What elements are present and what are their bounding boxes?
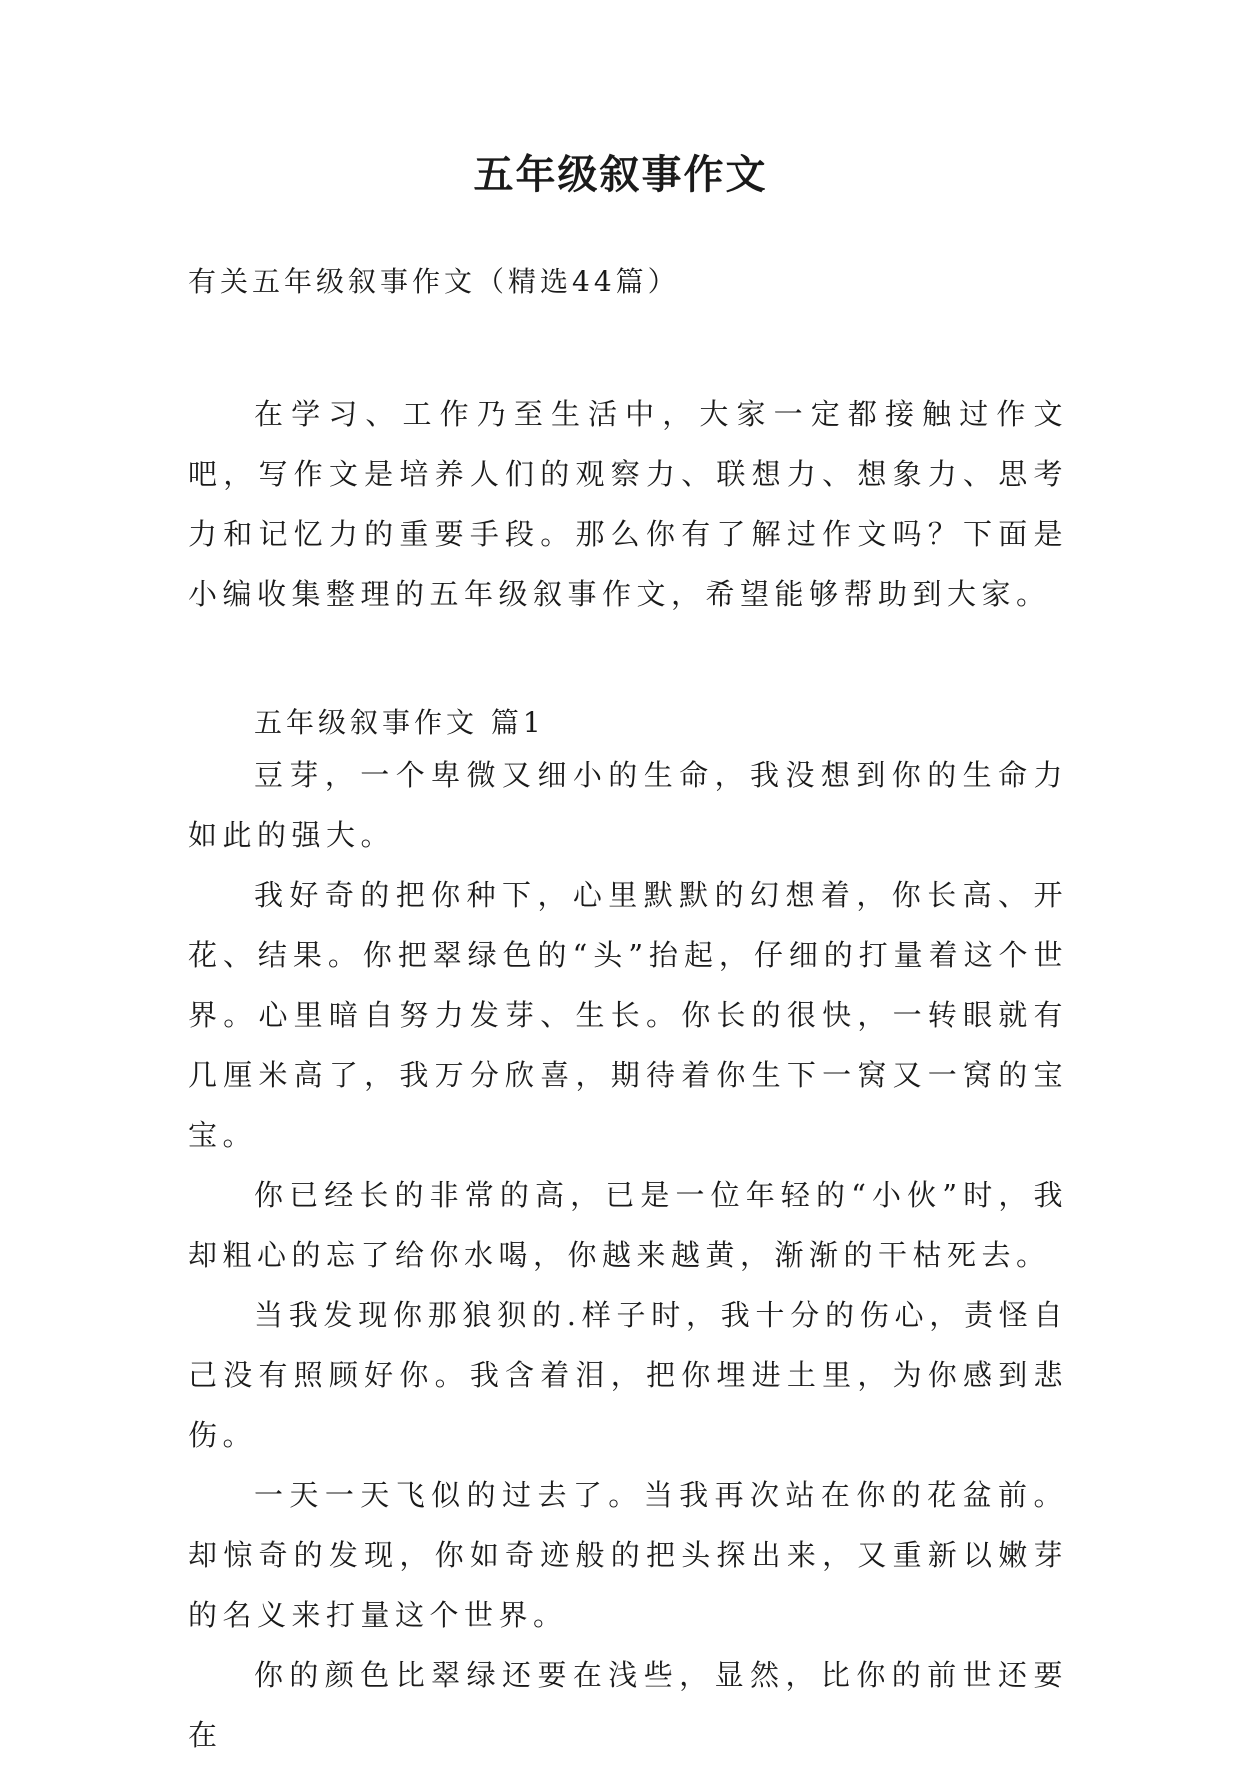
- essay-paragraph: 豆芽，一个卑微又细小的生命，我没想到你的生命力如此的强大。: [188, 758, 1068, 852]
- essay-paragraph: 一天一天飞似的过去了。当我再次站在你的花盆前。却惊奇的发现，你如奇迹般的把头探出来，又重新以嫩芽的名义来打量这个世界。: [188, 1478, 1068, 1632]
- essay-paragraph: 你的颜色比翠绿还要在浅些，显然，比你的前世还要在: [188, 1658, 1068, 1752]
- essay-body: [188, 745, 1068, 1765]
- intro-paragraph: 在学习、工作乃至生活中，大家一定都接触过作文吧，写作文是培养人们的观察力、联想力、想象力、思考力和记忆力的重要手段。那么你有了解过作文吗？下面是小编收集整理的五年级叙事作文，希望能够帮助到大家。: [188, 397, 1068, 611]
- document-title: 五年级叙事作文: [473, 151, 768, 198]
- document-subtitle: 有关五年级叙事作文（精选44篇）: [188, 265, 680, 298]
- essay-paragraph: 我好奇的把你种下，心里默默的幻想着，你长高、开花、结果。你把翠绿色的“头”抬起，仔细的打量着这个世界。心里暗自努力发芽、生长。你长的很快，一转眼就有几厘米高了，我万分欣喜，期待着你生下一窝又一窝的宝宝。: [188, 878, 1068, 1152]
- section-heading: 五年级叙事作文 篇1: [254, 706, 545, 739]
- essay-paragraph: 当我发现你那狼狈的.样子时，我十分的伤心，责怪自己没有照顾好你。我含着泪，把你埋进土里，为你感到悲伤。: [188, 1298, 1068, 1452]
- essay-paragraph: 你已经长的非常的高，已是一位年轻的“小伙”时，我却粗心的忘了给你水喝，你越来越黄，渐渐的干枯死去。: [188, 1178, 1068, 1272]
